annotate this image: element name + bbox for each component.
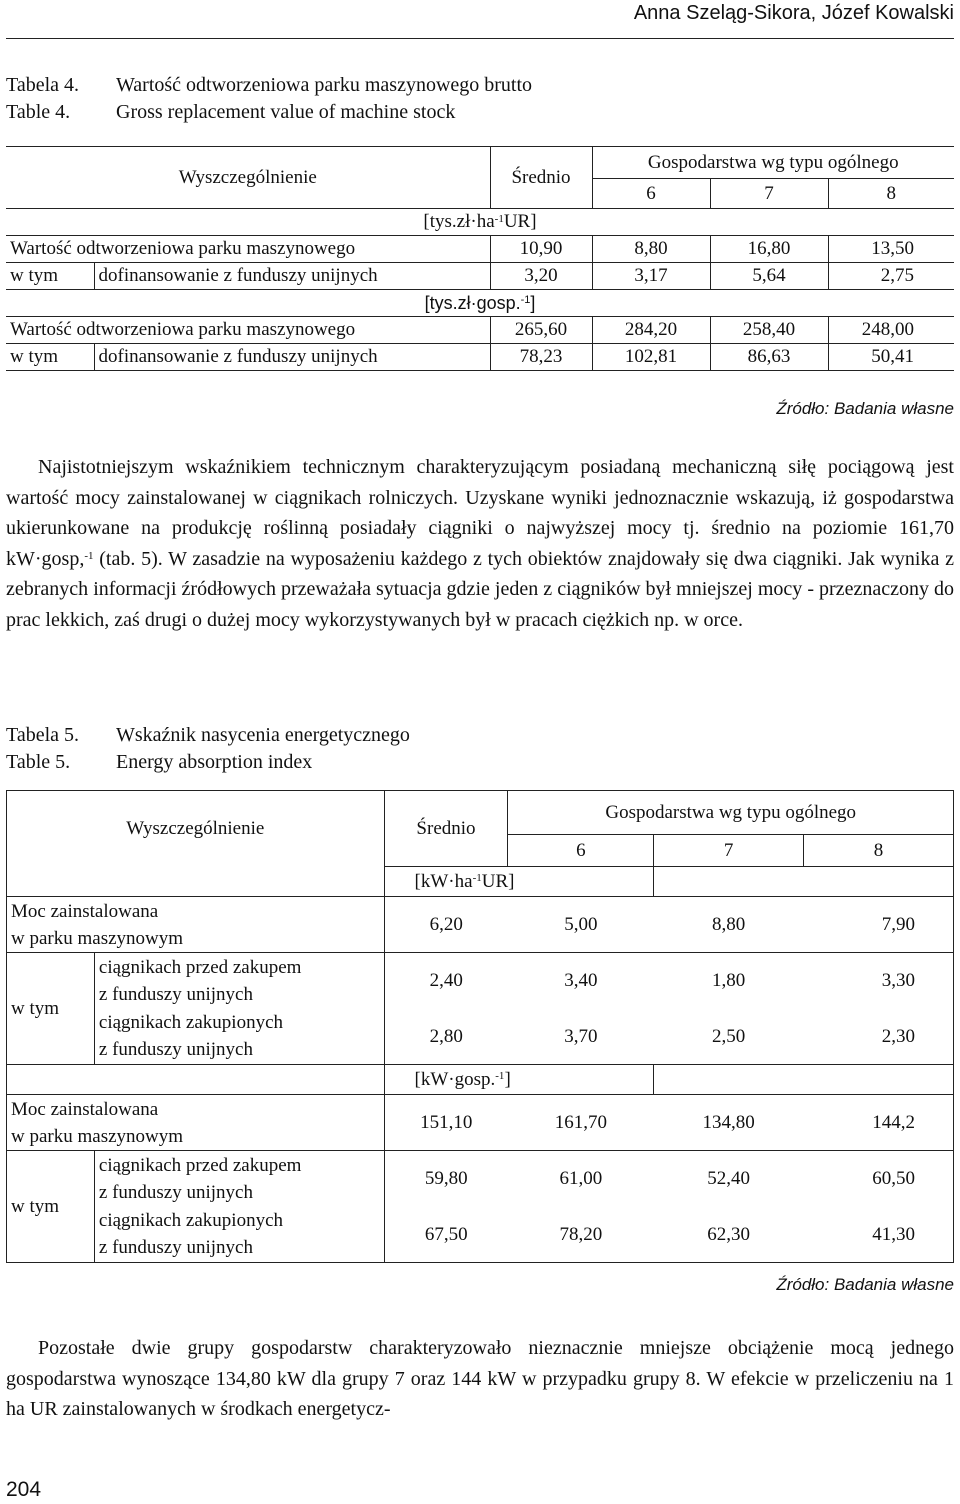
table4-type-8: 8 [828,179,954,209]
table5-wtym-1: w tym [7,953,95,1065]
table4-cell: 78,23 [490,344,592,371]
table4-cell: 2,75 [828,263,954,290]
table4-caption-pl: Wartość odtworzeniowa parku maszynowego brutto [116,74,533,96]
table5-unit2: [kW·gosp. [414,1069,496,1090]
table5-caption-pl: Wskaźnik nasycenia energetycznego [116,724,410,746]
header-rule [6,38,954,39]
table5-cell: 144,2 [804,1095,954,1151]
running-header: Anna Szeląg-Sikora, Józef Kowalski [633,2,954,24]
table4-cell: 86,63 [710,344,828,371]
table-row [6,236,954,263]
paragraph-2-text: Pozostałe dwie grupy gospodarstw charakteryzowało nieznacznie mniejsze obciążenie mocą jednego gospodarstwa wynoszące 134,80 kW dla grupy 7 oraz 144 kW w przypadku grupy 8. W efekcie w przeliczeniu na 1 ha UR zainstalowanych w środkach energetycz- [6,1337,954,1420]
table4-header-avg: Średnio [490,147,592,209]
table5-cell: 3,40 [508,953,654,1009]
table5-cell: 2,40 [384,953,508,1009]
table5-cell: 151,10 [384,1095,508,1151]
table5-moc-label-2 [7,1095,385,1151]
table4-cell: 10,90 [490,236,592,263]
table5-cell: 5,00 [508,897,654,953]
table5-unit2-end: ] [504,1069,511,1090]
table4-cell: 3,17 [592,263,710,290]
table5-cell: 2,50 [712,1025,746,1047]
table5-type-6: 6 [508,835,654,867]
table5-sub1-l1: ciągnikach przed zakupem [98,956,302,978]
table5-type-7: 7 [654,835,804,867]
table5-unit-row-2 [384,1065,654,1095]
paragraph-1-text-a: Najistotniejszym wskaźnikiem technicznym charakteryzującym posiadaną mechaniczną siłę pociągową jest wartość mocy zainstalowanej w ciągnikach rolniczych. Uzyskane wyniki jednoznacznie wskazują, iż gospodarstwa ukierunkowane na produkcję roślinną posiadały ciągniki o najwyższej mocy tj. średnio na poziomie 161,70 kW·gosp, [6,456,954,570]
table4-row1-label: Wartość odtworzeniowa parku maszynowego [6,236,490,263]
paragraph-1 [6,452,954,635]
table-row [7,1009,954,1065]
table4-caption [6,72,906,132]
table4-row4-label: dofinansowanie z funduszy unijnych [94,344,490,371]
table5-cell: 2,30 [804,1009,954,1065]
table5-header-avg: Średnio [384,791,508,867]
table5-caption-en: Energy absorption index [116,751,313,773]
table5-sub2-label-2 [94,1207,384,1263]
table5-cell: 8,80 [654,897,804,953]
table-row [7,1151,954,1207]
table4-header-group: Gospodarstwa wg typu ogólnego [592,147,954,179]
table5-unit-row-1-spacer [7,867,385,897]
table5-cell: 161,70 [508,1095,654,1151]
page-number: 204 [6,1478,42,1501]
table4-caption-en-num: Table 4. [6,101,71,123]
paragraph-1-text-b: (tab. 5). W zasadzie na wyposażeniu każdego z tych obiektów znajdowały się dwa ciągniki. Jak wynika z zebranych informacji źródłowych przeważała sytuacja gdzie jeden z ciągników był mniejszej mocy - przeznaczony do prac lekkich, zaś drugi o dużej mocy wykorzystywanych był w pracach ciężkich np. w orce. [6,547,954,631]
table5-moc-l1: Moc zainstalowana [11,1098,159,1120]
table5-unit-row-1-fill [654,867,954,897]
table4-unit1-sup: -1 [494,213,504,225]
table4-cell: 102,81 [592,344,710,371]
table4-cell: 3,20 [490,263,592,290]
table5-wtym-2: w tym [7,1151,95,1263]
table5-cell: 3,30 [804,953,954,1009]
table5-cell: 61,00 [508,1151,654,1207]
table5-sub1-l2: z funduszy unijnych [98,983,253,1005]
table5-caption-pl-num: Tabela 5. [6,724,80,746]
table5-sub2-l2: z funduszy unijnych [98,1237,253,1259]
table5-unit2-sup: -1 [495,1070,505,1082]
table5-moc-l1: Moc zainstalowana [11,900,159,922]
table5-unit-row-2-fill [654,1065,954,1095]
table4-unit-row-2 [6,290,954,317]
table5-unit-row-1 [384,867,654,897]
table5-sub2-l2: z funduszy unijnych [98,1039,253,1061]
table-row [6,344,954,371]
table4 [6,146,954,371]
table5-sub2-l1: ciągnikach zakupionych [98,1210,284,1232]
table5-cell: 1,80 [654,953,804,1009]
table5-cell: 3,70 [564,1025,598,1047]
table4-cell: 16,80 [710,236,828,263]
table-row [7,953,954,1009]
table-row [6,317,954,344]
table5-cell: 52,40 [654,1151,804,1207]
table5-cell: 41,30 [804,1207,954,1263]
table4-cell: 265,60 [490,317,592,344]
table4-caption-pl-num: Tabela 4. [6,74,80,96]
table4-unit1-end: UR] [503,211,537,232]
table4-cell: 5,64 [710,263,828,290]
table5-sub1-label-2 [94,1151,384,1207]
table5-sub2-label-1 [94,1009,384,1065]
table4-type-7: 7 [710,179,828,209]
table5-caption [6,722,906,782]
table4-unit1: [tys.zł·ha [423,211,495,232]
table4-unit2-end: ] [530,293,536,313]
paragraph-1-sup: -1 [84,549,94,562]
table5-source: Źródło: Badania własne [776,1275,954,1294]
table5-unit1-sup: -1 [472,872,482,884]
table5-cell: 7,90 [804,897,954,953]
table5-cell: 6,20 [384,897,508,953]
table5-cell: 134,80 [654,1095,804,1151]
table5-unit1-end: UR] [481,871,515,892]
table5-cell: 60,50 [804,1151,954,1207]
table4-type-6: 6 [592,179,710,209]
table5-sub1-l1: ciągnikach przed zakupem [98,1154,302,1176]
table-row [7,1095,954,1151]
table5-sub2-l1: ciągnikach zakupionych [98,1012,284,1034]
table5-moc-l2: w parku maszynowym [11,927,184,949]
table5-cell: 59,80 [384,1151,508,1207]
table5-caption-en-num: Table 5. [6,751,71,773]
table4-source: Źródło: Badania własne [776,399,954,418]
table5-cell: 2,80 [429,1025,463,1047]
table4-cell: 13,50 [828,236,954,263]
table4-unit2: [tys.zł·gosp. [424,293,521,313]
table4-row4-prefix: w tym [6,344,94,371]
table5-sub1-l2: z funduszy unijnych [98,1181,253,1203]
table4-header-spec: Wyszczególnienie [6,147,490,209]
table5-unit-row-2-spacer [7,1065,385,1095]
table4-cell: 284,20 [592,317,710,344]
table4-cell: 248,00 [828,317,954,344]
table5-header-group: Gospodarstwa wg typu ogólnego [508,791,954,835]
table5-type-8: 8 [804,835,954,867]
table5-moc-l2: w parku maszynowym [11,1125,184,1147]
table5-cell: 62,30 [654,1207,804,1263]
table5-cell: 78,20 [508,1207,654,1263]
table-row [6,263,954,290]
table4-cell: 50,41 [828,344,954,371]
table4-caption-en: Gross replacement value of machine stock [116,101,456,123]
table5-unit1: [kW·ha [414,871,473,892]
table5-cell: 67,50 [384,1207,508,1263]
table4-cell: 8,80 [592,236,710,263]
table4-unit-row-1 [6,209,954,236]
table5-header-spec: Wyszczególnienie [7,791,385,867]
paragraph-2 [6,1333,954,1425]
table4-unit2-sup: -1 [520,294,531,306]
table5 [6,790,954,1263]
table5-moc-label-1 [7,897,385,953]
table4-cell: 258,40 [710,317,828,344]
table4-row3-label: Wartość odtworzeniowa parku maszynowego [6,317,490,344]
table-row [7,1207,954,1263]
table5-sub1-label-1 [94,953,384,1009]
table4-row2-label: dofinansowanie z funduszy unijnych [94,263,490,290]
table-row [7,897,954,953]
table4-row2-prefix: w tym [6,263,94,290]
